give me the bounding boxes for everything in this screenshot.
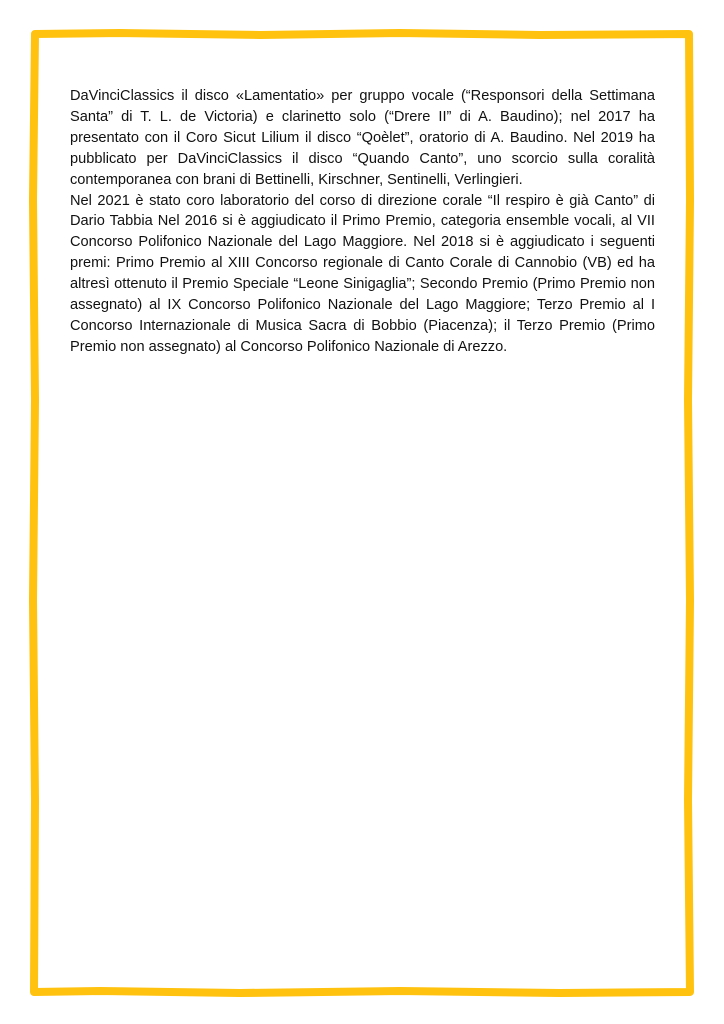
paragraph-discography: DaVinciClassics il disco «Lamentatio» per gruppo vocale (“Responsori della Settimana Santa” di T. L. de Victoria) e clarinetto solo (“Drere II” di A. Baudino); nel 2017 ha presentato con il Coro Sicut Lilium il disco “Qoèlet”, oratorio di A. Baudino. Nel 2019 ha pubblicato per DaVinciClassics il disco “Quando Canto”, uno scorcio sulla coralità contemporanea con brani di Bettinelli, Kirschner, Sentinelli, Verlingieri. bbox=[70, 88, 655, 188]
paragraph-awards: Nel 2021 è stato coro laboratorio del corso di direzione corale “Il respiro è già Canto” di Dario Tabbia Nel 2016 si è aggiudicato il Primo Premio, categoria ensemble vocali, al VII Concorso Polifonico Nazionale del Lago Maggiore. Nel 2018 si è aggiudicato i seguenti premi: Primo Premio al XIII Concorso regionale di Canto Corale di Cannobio (VB) ed ha altresì ottenuto il Premio Speciale “Leone Sinigaglia”; Secondo Premio (Primo Premio non assegnato) al IX Concorso Polifonico Nazionale del Lago Maggiore; Terzo Premio al I Concorso Internazionale di Musica Sacra di Bobbio (Piacenza); il Terzo Premio (Primo Premio non assegnato) al Concorso Polifonico Nazionale di Arezzo. bbox=[70, 192, 655, 355]
body-text bbox=[70, 86, 655, 358]
